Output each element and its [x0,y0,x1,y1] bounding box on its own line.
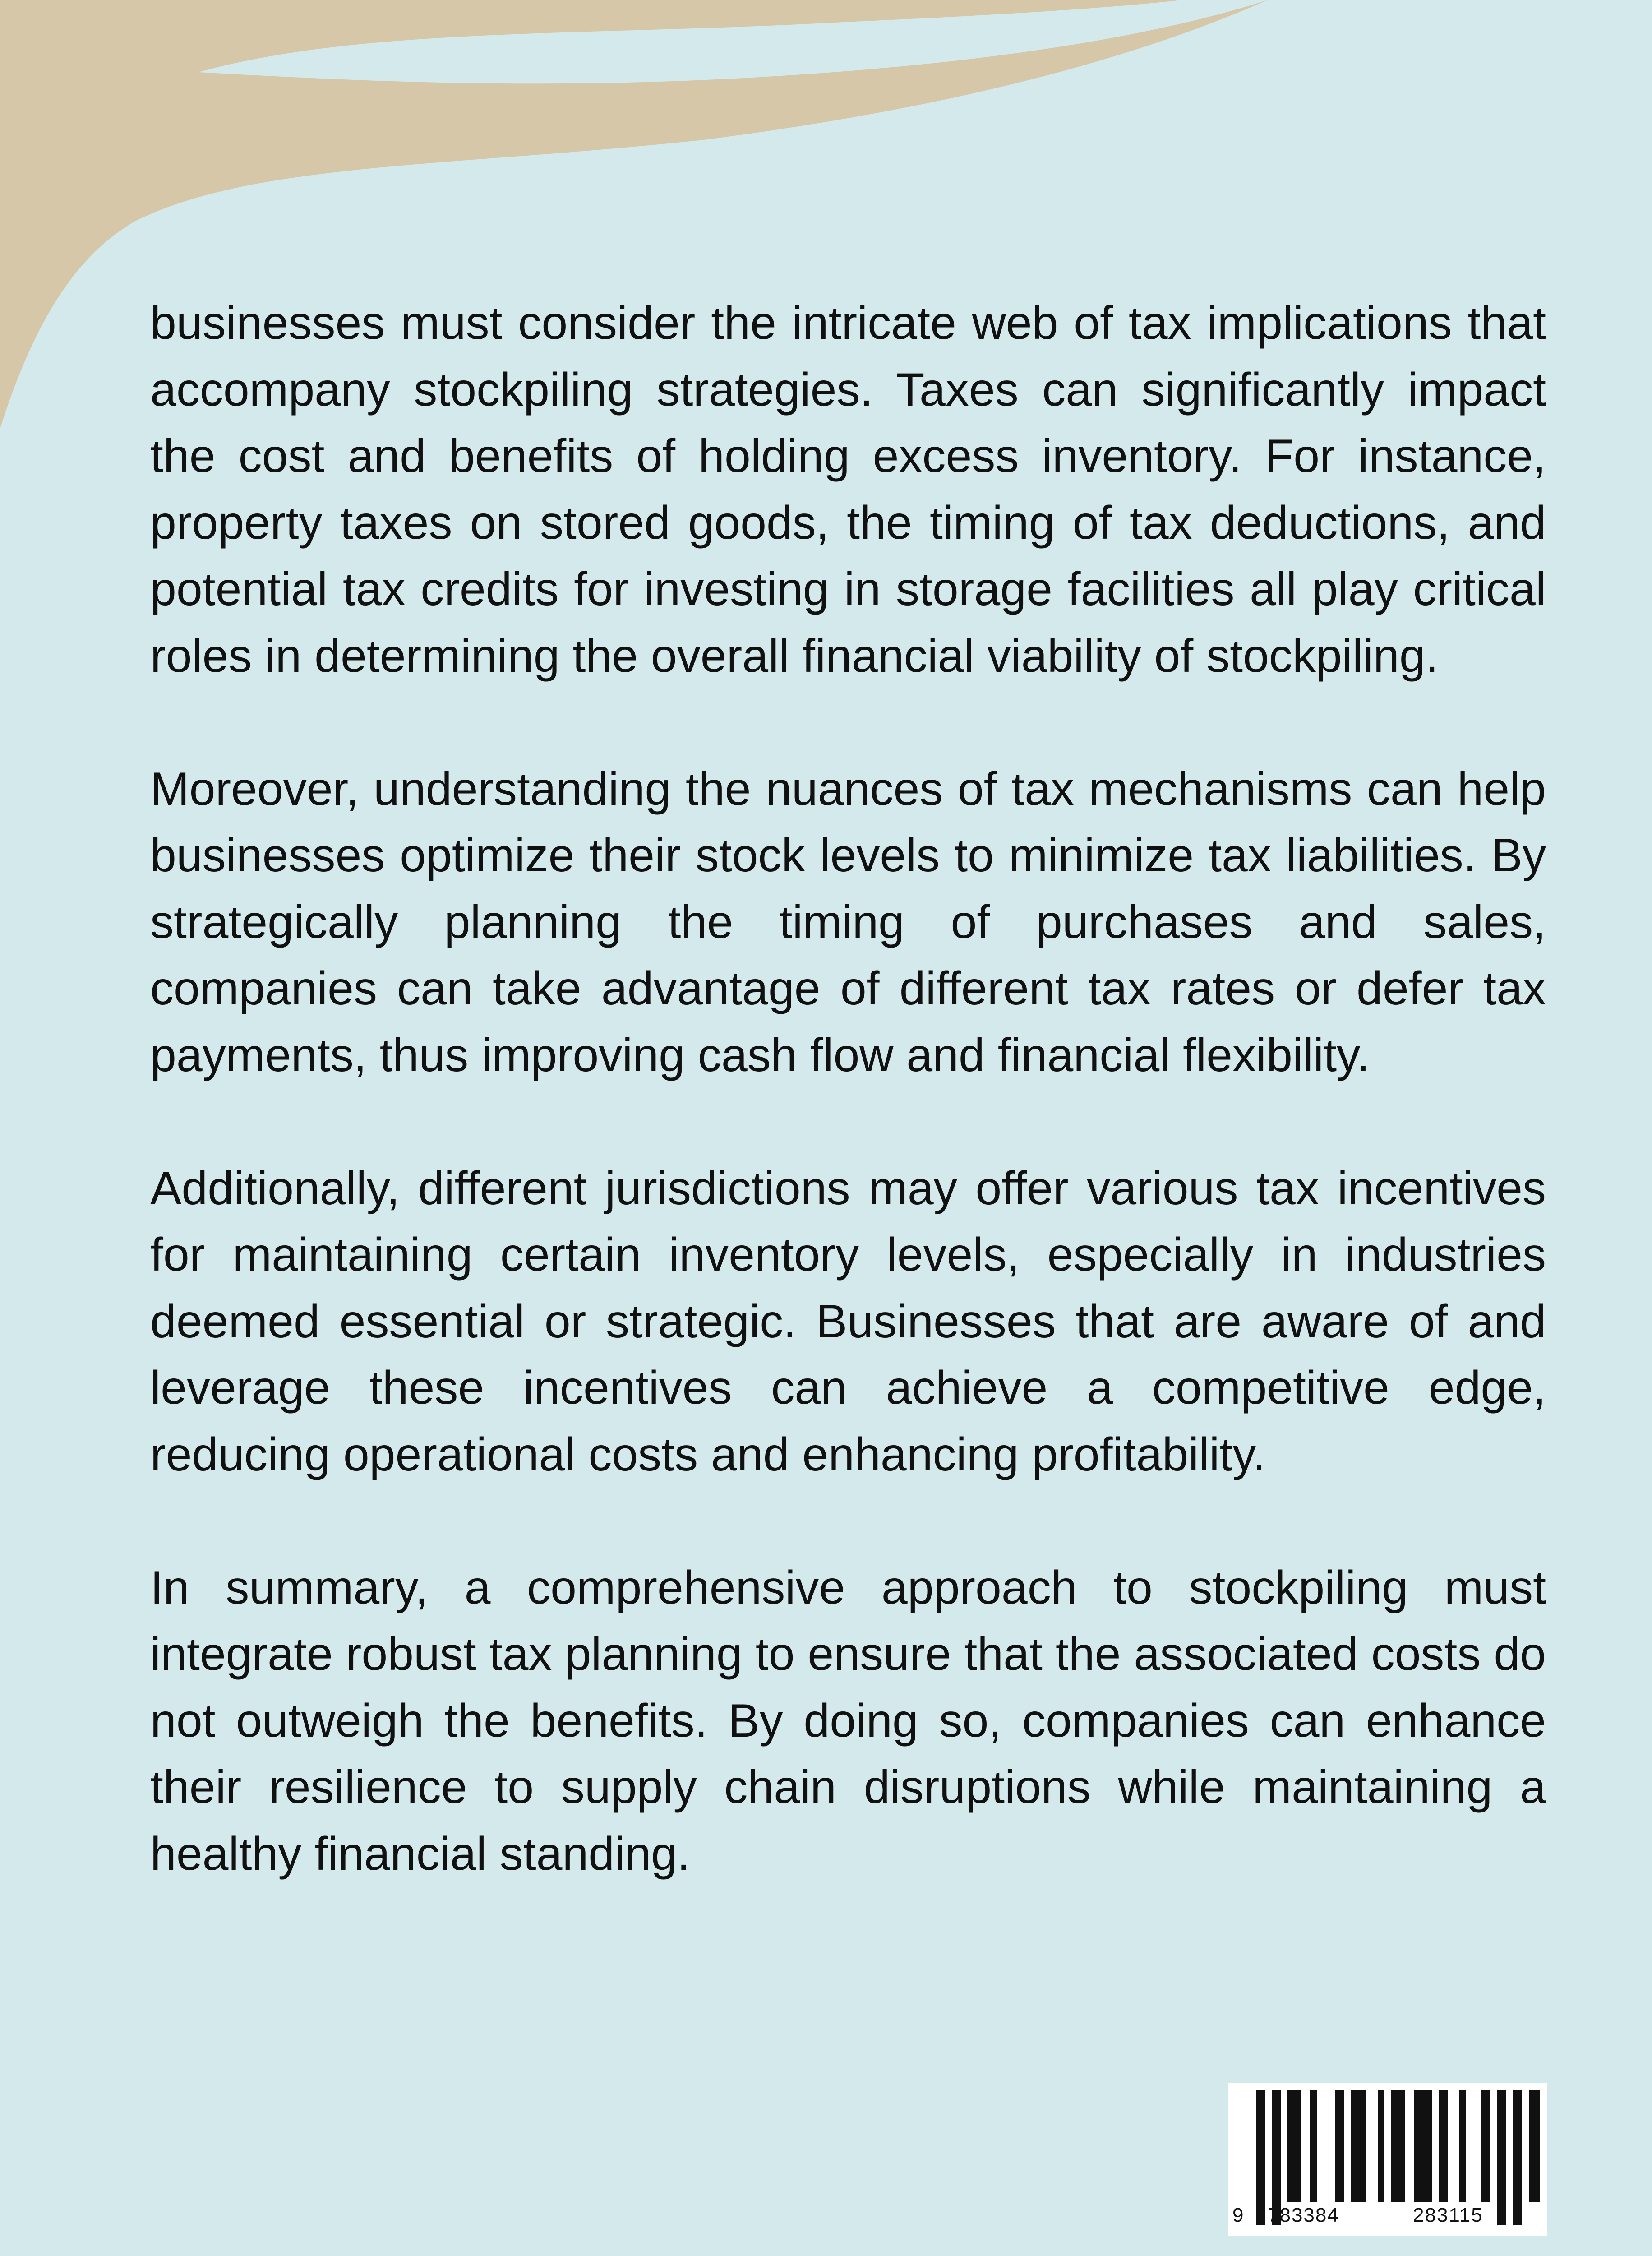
barcode-bar [1513,2090,1522,2225]
paragraph-tax-incentives: Additionally, different jurisdictions may offer various tax incentives for maintaining certain inventory levels, especially in industries deemed essential or strategic. Businesses that are aware of and leverage these incentives can achieve a competitive edge, reducing operational costs and enhancing profitability. [150,1162,1546,1481]
barcode-bar [1529,2090,1540,2202]
barcode-bar [1335,2090,1344,2202]
barcode-left-group: 783384 [1268,2204,1339,2226]
back-cover-text [150,290,1546,1887]
barcode-bar [1459,2090,1466,2202]
paragraph-summary: In summary, a comprehensive approach to stockpiling must integrate robust tax planning to ensure that the associated costs do not outweigh the benefits. By doing so, companies can enhance their resilience to supply chain disruptions while maintaining a healthy financial standing. [150,1561,1546,1880]
barcode-right-group: 283115 [1413,2204,1483,2226]
barcode-bar [1497,2090,1506,2225]
barcode-bar [1391,2090,1405,2202]
barcode-bar [1481,2090,1490,2202]
barcode-lead-digit: 9 [1232,2204,1245,2226]
paragraph-tax-mechanisms: Moreover, understanding the nuances of tax mechanisms can help businesses optimize their stock levels to minimize tax liabilities. By strategically planning the timing of purchases and sales, companies can take advantage of different tax rates or defer tax payments, thus improving cash flow and financial flexibility. [150,763,1546,1082]
barcode-bar [1256,2090,1265,2225]
paragraph-tax-implications: businesses must consider the intricate web of tax implications that accompany stockpiling strategies. Taxes can significantly impact the cost and benefits of holding excess inventory. For instance, property taxes on stored goods, the timing of tax deductions, and potential tax credits for investing in storage facilities all play critical roles in determining the overall financial viability of stockpiling. [150,297,1546,682]
isbn-barcode [1228,2083,1547,2236]
barcode-bar [1310,2090,1317,2202]
barcode-bar [1351,2090,1366,2202]
barcode-bar [1439,2090,1448,2202]
barcode-bar [1414,2090,1432,2202]
barcode-bar [1378,2090,1384,2202]
barcode-bar [1287,2090,1301,2202]
